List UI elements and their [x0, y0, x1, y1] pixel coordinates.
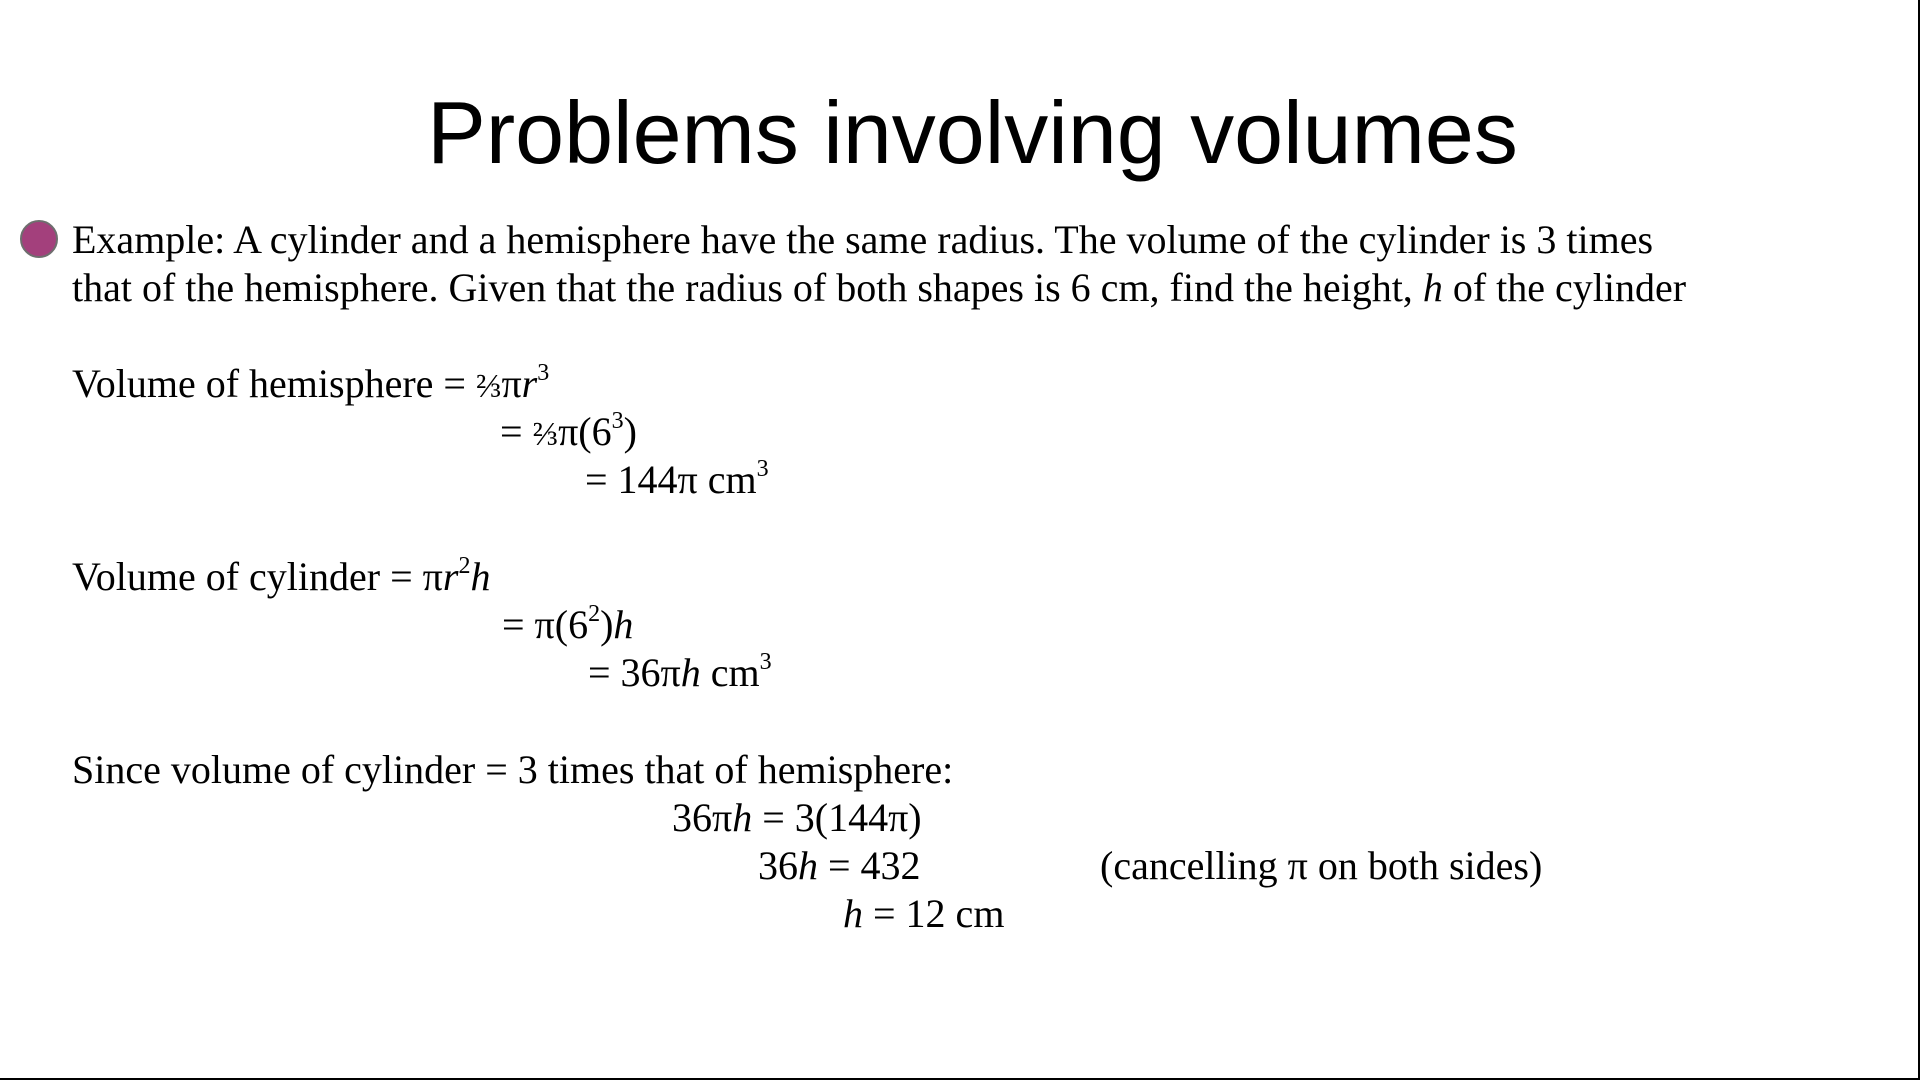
- slide-title: Problems involving volumes: [427, 83, 1518, 182]
- cylinder-label: Volume of cylinder =: [72, 554, 423, 599]
- hemisphere-step2-mid: π(6: [558, 409, 612, 454]
- example-text-1: Example: A cylinder and a hemisphere have the same radius. The volume of the cylinder is 3 times: [72, 217, 1654, 262]
- since-eq1-suffix: = 3(144π): [752, 795, 922, 840]
- cylinder-r: r: [442, 554, 459, 599]
- hemisphere-label: Volume of hemisphere =: [72, 361, 476, 406]
- since-equation-2: [758, 842, 921, 890]
- bullet-dot-icon: [20, 220, 58, 258]
- cylinder-step2-h: h: [613, 602, 634, 647]
- hemisphere-step-2: [500, 408, 637, 459]
- hemisphere-formula: [72, 360, 549, 411]
- since-eq2-h: h: [798, 843, 818, 888]
- example-var-h: h: [1422, 265, 1443, 310]
- since-equation-1: [672, 794, 922, 842]
- cylinder-pi: π: [422, 554, 443, 599]
- hemisphere-step3-exp: 3: [756, 456, 769, 482]
- example-line-1: [72, 216, 1653, 264]
- since-label: Since volume of cylinder = 3 times that of hemisphere:: [72, 747, 954, 792]
- cylinder-step3-unit: cm: [700, 650, 760, 695]
- since-equation-3: [843, 890, 1004, 938]
- cylinder-step3-h: h: [680, 650, 701, 695]
- cylinder-step2-close: ): [600, 602, 614, 647]
- since-eq3-h: h: [843, 891, 863, 936]
- hemisphere-step2-prefix: =: [500, 409, 533, 454]
- cylinder-step2-exp: 2: [588, 601, 601, 627]
- hemisphere-exp: 3: [537, 360, 550, 386]
- cancel-note: [1100, 842, 1542, 890]
- hemisphere-r: r: [521, 361, 538, 406]
- since-eq3-suffix: = 12 cm: [863, 891, 1005, 936]
- cylinder-formula: [72, 553, 490, 601]
- since-statement: [72, 746, 953, 794]
- cylinder-step2-prefix: = π(6: [502, 602, 589, 647]
- hemisphere-step-3: [585, 456, 769, 504]
- since-eq1-prefix: 36π: [672, 795, 733, 840]
- example-text-2b: of the cylinder: [1442, 265, 1687, 310]
- example-line-2: [72, 264, 1686, 312]
- example-text-2a: that of the hemisphere. Given that the radius of both shapes is 6 cm, find the height,: [72, 265, 1423, 310]
- cylinder-step-3: [588, 649, 772, 697]
- cancel-note-text: (cancelling π on both sides): [1100, 843, 1543, 888]
- since-eq1-h: h: [732, 795, 753, 840]
- cylinder-exp2: 2: [458, 553, 471, 579]
- hemisphere-step3-text: = 144π cm: [585, 457, 757, 502]
- since-eq2-prefix: 36: [758, 843, 798, 888]
- since-eq2-suffix: = 432: [818, 843, 921, 888]
- hemisphere-frac: ⅔: [475, 368, 502, 405]
- hemisphere-pi: π: [501, 361, 522, 406]
- hemisphere-step2-exp: 3: [611, 408, 624, 434]
- hemisphere-step2-frac: ⅔: [532, 416, 559, 453]
- cylinder-step3-prefix: = 36π: [588, 650, 681, 695]
- cylinder-step-2: [502, 601, 633, 649]
- cylinder-step3-exp: 3: [759, 649, 772, 675]
- hemisphere-step2-close: ): [623, 409, 637, 454]
- cylinder-h: h: [470, 554, 491, 599]
